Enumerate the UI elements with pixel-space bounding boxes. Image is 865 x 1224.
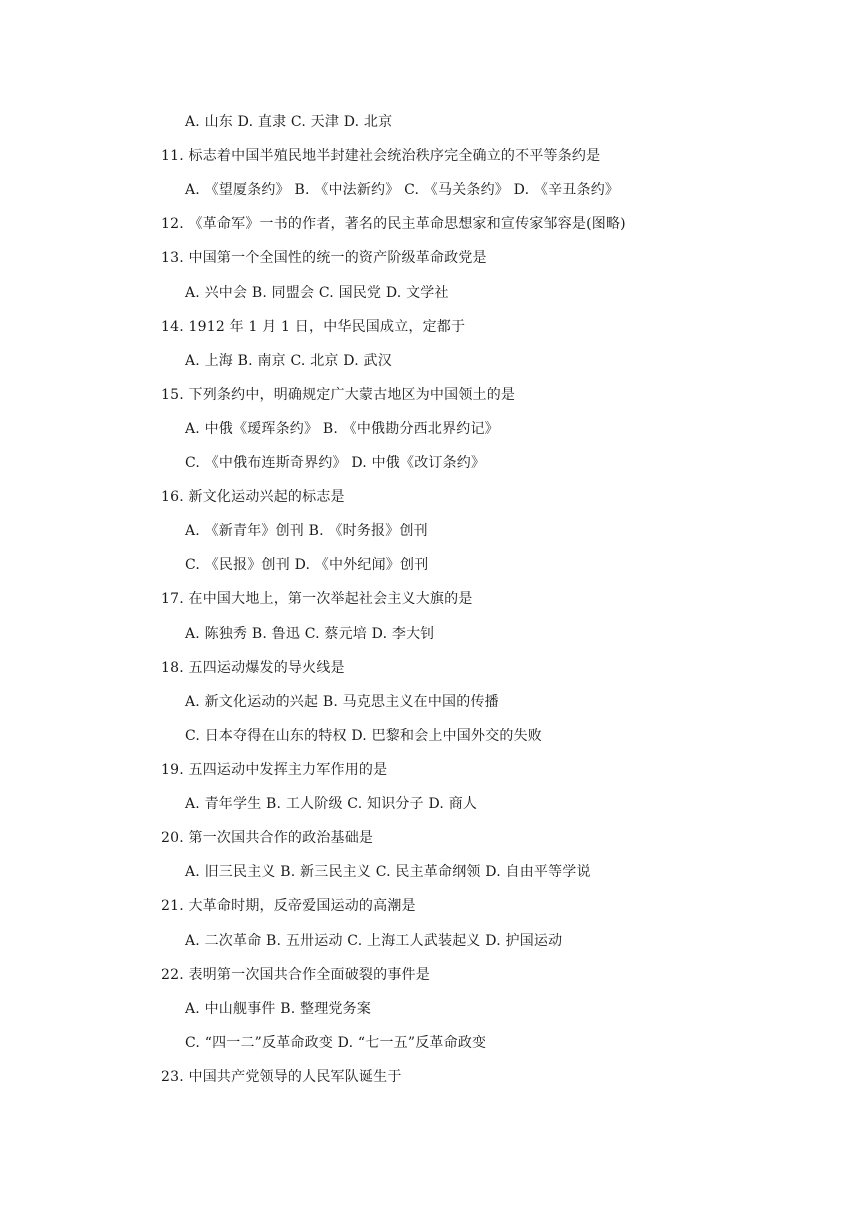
option-line: C. 《中俄布连斯奇界约》 D. 中俄《改订条约》 bbox=[185, 455, 486, 471]
option-line: A. 旧三民主义 B. 新三民主义 C. 民主革命纲领 D. 自由平等学说 bbox=[185, 864, 591, 880]
question-line: 23. 中国共产党领导的人民军队诞生于 bbox=[161, 1069, 402, 1085]
option-line: A. 《望厦条约》 B. 《中法新约》 C. 《马关条约》 D. 《辛丑条约》 bbox=[185, 182, 620, 198]
option-line: A. 陈独秀 B. 鲁迅 C. 蔡元培 D. 李大钊 bbox=[185, 626, 435, 642]
question-line: 11. 标志着中国半殖民地半封建社会统治秩序完全确立的不平等条约是 bbox=[161, 148, 601, 164]
question-line: 20. 第一次国共合作的政治基础是 bbox=[161, 830, 374, 846]
question-line: 17. 在中国大地上，第一次举起社会主义大旗的是 bbox=[161, 591, 473, 607]
option-line: A. 山东 D. 直隶 C. 天津 D. 北京 bbox=[185, 114, 393, 130]
question-line: 12. 《革命军》一书的作者，著名的民主革命思想家和宣传家邹容是(图略) bbox=[161, 216, 626, 232]
option-line: A. 中山舰事件 B. 整理党务案 bbox=[185, 1001, 372, 1017]
question-line: 15. 下列条约中，明确规定广大蒙古地区为中国领土的是 bbox=[161, 387, 516, 403]
option-line: A. 中俄《瑷珲条约》 B. 《中俄勘分西北界约记》 bbox=[185, 421, 499, 437]
question-line: 16. 新文化运动兴起的标志是 bbox=[161, 489, 345, 505]
question-line: 14. 1912 年 1 月 1 日，中华民国成立，定都于 bbox=[161, 319, 466, 335]
option-line: C. 《民报》创刊 D. 《中外纪闻》创刊 bbox=[185, 557, 429, 573]
question-line: 18. 五四运动爆发的导火线是 bbox=[161, 660, 345, 676]
question-line: 19. 五四运动中发挥主力军作用的是 bbox=[161, 762, 388, 778]
option-line: A. 新文化运动的兴起 B. 马克思主义在中国的传播 bbox=[185, 694, 499, 710]
question-line: 22. 表明第一次国共合作全面破裂的事件是 bbox=[161, 967, 430, 983]
option-line: A. 青年学生 B. 工人阶级 C. 知识分子 D. 商人 bbox=[185, 796, 478, 812]
question-line: 21. 大革命时期，反帝爱国运动的高潮是 bbox=[161, 898, 416, 914]
option-line: A. 二次革命 B. 五卅运动 C. 上海工人武装起义 D. 护国运动 bbox=[185, 933, 563, 949]
option-line: C. “四一二”反革命政变 D. “七一五”反革命政变 bbox=[185, 1035, 487, 1051]
option-line: A. 上海 B. 南京 C. 北京 D. 武汉 bbox=[185, 353, 392, 369]
option-line: A. 《新青年》创刊 B. 《时务报》创刊 bbox=[185, 523, 428, 539]
question-line: 13. 中国第一个全国性的统一的资产阶级革命政党是 bbox=[161, 250, 487, 266]
option-line: A. 兴中会 B. 同盟会 C. 国民党 D. 文学社 bbox=[185, 285, 449, 301]
option-line: C. 日本夺得在山东的特权 D. 巴黎和会上中国外交的失败 bbox=[185, 728, 542, 744]
